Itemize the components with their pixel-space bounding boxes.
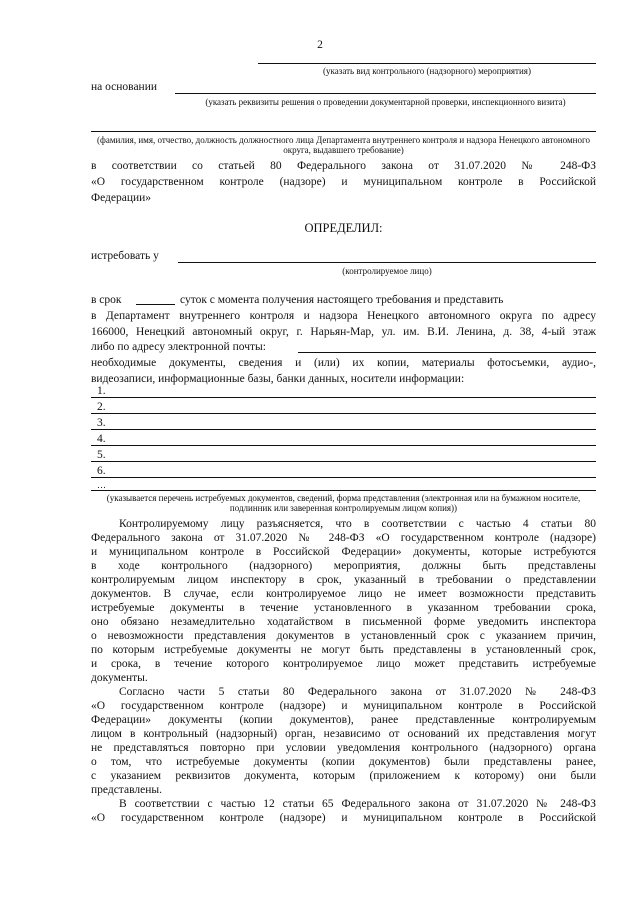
- heading-determined: ОПРЕДЕЛИЛ:: [304, 221, 383, 235]
- term-rest: суток с момента получения настоящего требования и представить: [180, 294, 504, 306]
- explanation-line: и срока, в течение которого контролируемое лицо может представить истребуемые: [91, 658, 596, 670]
- basis-label: на основании: [91, 81, 158, 93]
- explanation-line: представлены.: [91, 784, 162, 796]
- list-item-number: 6.: [97, 465, 106, 477]
- demand-from-label: истребовать у: [91, 250, 159, 262]
- explanation-line: В соответствии с частью 12 статьи 65 Федерального закона от 31.07.2020 № 248-ФЗ: [119, 798, 596, 810]
- explanation-line: «О государственном контроле (надзоре) и муниципальном контроле в Российской: [91, 700, 596, 712]
- explanation-line: истребуемые документы в течение установленного в указанном требовании срока,: [91, 602, 596, 614]
- explanation-line: не представляться повторно при условии уведомления контрольного (надзорного) органа: [91, 742, 596, 754]
- page-number: 2: [317, 39, 323, 51]
- list-ellipsis: …: [97, 480, 106, 490]
- term-email-label: либо по адресу электронной почты:: [91, 341, 266, 353]
- term-days-blank: [136, 304, 175, 305]
- caption-documents-list: (указывается перечень истребуемых документов, сведений, форма представления (электронная или на бумажном носителе, подлинник или заверенная контролируемым лицом копия)): [106, 493, 581, 513]
- term-line-3: 166000, Ненецкий автономный округ, г. Нарьян-Мар, ул. им. В.И. Ленина, д. 38, 4-ый этаж: [91, 326, 596, 338]
- caption-basis: (указать реквизиты решения о проведении документарной проверки, инспекционного визита): [205, 97, 566, 107]
- list-item-number: 3.: [97, 417, 106, 429]
- list-item-number: 2.: [97, 401, 106, 413]
- list-item-rule: [91, 397, 596, 398]
- term-line-5: необходимые документы, сведения и (или) их копии, материалы фотосъемки, аудио-,: [91, 357, 596, 369]
- explanation-line: Федерального закона от 31.07.2020 № 248-ФЗ «О государственном контроле (надзоре): [91, 532, 596, 544]
- underline-email: [298, 352, 596, 353]
- underline-measure-type: [258, 63, 596, 64]
- explanation-line: оно обязано незамедлительно ходатайством в письменной форме уведомить инспектора: [91, 616, 596, 628]
- explanation-line: и муниципальном контроле в Российской Федерации» документы, которые истребуются: [91, 546, 596, 558]
- explanation-line: по которым истребуемые документы не могут быть представлены в установленный срок,: [91, 644, 596, 656]
- list-item-rule: [91, 445, 596, 446]
- explanation-line: контролируемым лицом инспектору в срок, указанный в требовании о представлении: [91, 574, 596, 586]
- explanation-line: в ходе контрольного (надзорного) мероприятия, должны быть представлены: [91, 560, 596, 572]
- explanation-line: документы.: [91, 672, 148, 684]
- law-reference-line-3: Федерации»: [91, 192, 152, 204]
- underline-official: [91, 131, 596, 132]
- caption-controlled-person: (контролируемое лицо): [342, 266, 432, 276]
- explanation-line: Федерации» документы (копии документов), ранее представленные контролируемым: [91, 714, 596, 726]
- list-item-rule: [91, 477, 596, 478]
- explanation-line: о невозможности представления документов в установленный срок с указанием причин,: [91, 630, 596, 642]
- caption-official: (фамилия, имя, отчество, должность должностного лица Департамента внутреннего контроля и надзора Ненецкого автономного округа, выдавшего требование): [97, 135, 590, 155]
- explanation-line: «О государственном контроле (надзоре) и муниципальном контроле в Российской: [91, 812, 596, 824]
- explanation-line: с указанием реквизитов документа, которым (приложением к которому) они были: [91, 770, 596, 782]
- list-item-rule: [91, 490, 596, 491]
- term-label: в срок: [91, 294, 122, 306]
- term-line-2: в Департамент внутреннего контроля и надзора Ненецкого автономного округа по адресу: [91, 310, 596, 322]
- explanation-line: Контролируемому лицу разъясняется, что в соответствии с частью 4 статьи 80: [119, 518, 596, 530]
- caption-measure-type: (указать вид контрольного (надзорного) мероприятия): [323, 66, 531, 76]
- explanation-paragraph: [91, 517, 596, 825]
- explanation-line: лицом в контрольный (надзорный) орган, независимо от оснований их представления могут: [91, 728, 596, 740]
- term-line-6: видеозаписи, информационные базы, банки данных, носители информации:: [91, 373, 465, 385]
- explanation-line: документов. В случае, если контролируемое лицо не имеет возможности представить: [91, 588, 596, 600]
- law-reference-line-2: «О государственном контроле (надзоре) и муниципальном контроле в Российской: [91, 176, 596, 188]
- underline-controlled-person: [178, 262, 596, 263]
- list-item-rule: [91, 413, 596, 414]
- law-reference-line-1: в соответствии со статьей 80 Федерального закона от 31.07.2020 № 248-ФЗ: [91, 160, 596, 172]
- list-item-number: 1.: [97, 385, 106, 397]
- list-item-number: 4.: [97, 433, 106, 445]
- list-item-number: 5.: [97, 449, 106, 461]
- underline-basis: [175, 93, 596, 94]
- list-item-rule: [91, 461, 596, 462]
- explanation-line: о том, что истребуемые документы (копии документов) были представлены ранее,: [91, 756, 596, 768]
- list-item-rule: [91, 429, 596, 430]
- explanation-line: Согласно части 5 статьи 80 Федерального закона от 31.07.2020 № 248-ФЗ: [119, 686, 596, 698]
